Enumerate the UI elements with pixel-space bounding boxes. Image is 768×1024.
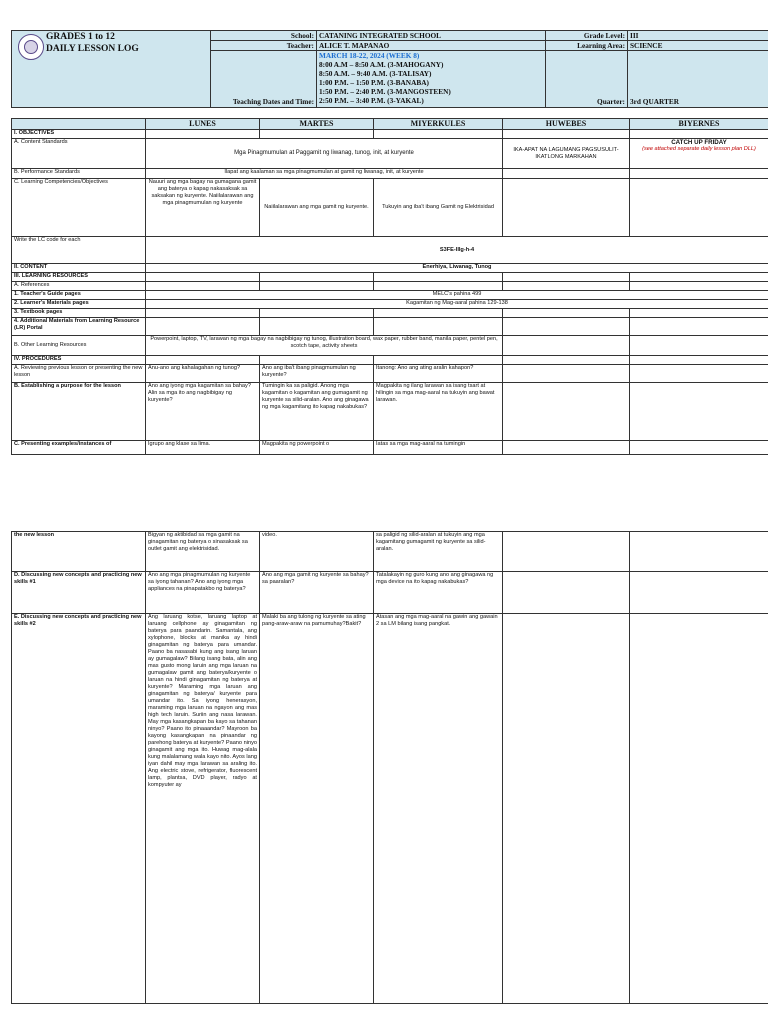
discussing-2-label: E. Discussing new concepts and practicing new skills #2: [12, 614, 146, 1004]
day-header-lunes: LUNES: [146, 119, 260, 130]
performance-standards-text: Ilapat ang kaalaman sa mga pinagmumulan at gamit ng liwanag, init, at kuryente: [146, 169, 503, 179]
school-value: CATANING INTEGRATED SCHOOL: [317, 31, 546, 41]
reviewing-martes: Ano ang iba't ibang pinagmumulan ng kuryente?: [260, 365, 374, 383]
dll-header: [11, 30, 768, 108]
tg-pages-value: MELC's pahina 499: [146, 291, 768, 300]
content-value: Enerhiya, Liwanag, Tunog: [146, 264, 768, 273]
discussing-1-lunes: Ano ang mga pinagmumulan ng kuryente sa iyong tahanan? Ano ang iyong mga appliances na pinapatakbo ng baterya?: [146, 572, 260, 614]
deped-seal-icon: [18, 34, 44, 60]
catch-up-note: (see attached separate daily lesson plan DLL): [642, 146, 756, 152]
content-standards-text: Mga Pinagmumulan at Paggamit ng liwanag, tunog, init, at kuryente: [146, 139, 503, 169]
discussing-2-miyerkules: Atasan ang mga mag-aaral na gawin ang gawain 2 sa LM bilang isang pangkat.: [374, 614, 503, 1004]
title-grades: GRADES 1 to 12: [46, 32, 115, 42]
lm-pages-label: 2. Learner's Materials pages: [12, 300, 146, 309]
tg-pages-label: 1. Teacher's Guide pages: [12, 291, 146, 300]
competency-lunes: Nauuri ang mga bagay na gumagana gamit ang baterya o kapag nakasaksak sa saksakan ng kuryente. Naiilalarawan ang mga pinagmumulan ng kuryente: [146, 179, 260, 237]
discussing-1-label: D. Discussing new concepts and practicing new skills #1: [12, 572, 146, 614]
day-header-miyerkules: MIYERKULES: [374, 119, 503, 130]
learning-resources-label: III. LEARNING RESOURCES: [12, 273, 146, 282]
day-header-blank: [12, 119, 146, 130]
biyernes-catchup: [630, 139, 768, 169]
competency-martes: Naiilalarawan ang mga gamit ng kuryente.: [260, 179, 374, 237]
dates-week: MARCH 18-22, 2024 (WEEK 8): [319, 51, 420, 60]
discussing-1-martes: Ano ang mga gamit ng kuryente sa bahay?sa paaralan?: [260, 572, 374, 614]
textbook-label: 3. Textbook pages: [12, 309, 146, 318]
objectives-label: I. OBJECTIVES: [12, 130, 146, 139]
grade-label: Grade Level:: [546, 31, 628, 41]
quarter-value: 3rd QUARTER: [628, 51, 768, 108]
presenting-miyerkules: Iatas sa mga mag-aaral na tumingin: [374, 441, 503, 455]
establishing-miyerkules: Magpakita ng ilang larawan sa isang tsart at hilingin sa mga mag-aaral na tukuyin ang bawat larawan.: [374, 383, 503, 441]
header-logo-cell: [12, 31, 211, 108]
teacher-label: Teacher:: [211, 41, 317, 51]
lm-pages-value: Kagamitan ng Mag-aaral pahina 129-138: [146, 300, 768, 309]
quarter-label: Quarter:: [546, 51, 628, 108]
references-label: A. References: [12, 282, 146, 291]
reviewing-label: A. Reviewing previous lesson or presenting the new lesson: [12, 365, 146, 383]
discussing-1-miyerkules: Tatalakayin ng guro kung ano ang ginagawa ng mga device na ito kapag nakabukas?: [374, 572, 503, 614]
other-resources-value: Powerpoint, laptop, TV, larawan ng mga bagay na nagbibigay ng tunog, illustration board, wax paper, rubber band, manila paper, pentel pen, scotch tape, activity sheets: [146, 336, 503, 356]
grade-value: III: [628, 31, 768, 41]
performance-standards-label: B. Performance Standards: [12, 169, 146, 179]
day-header-martes: MARTES: [260, 119, 374, 130]
new-lesson-miyerkules: sa paligid ng silid-aralan at tukuyin ang mga kagamitang gumagamit ng kuryente sa silid-aralan.: [374, 532, 503, 572]
school-label: School:: [211, 31, 317, 41]
dates-value: [317, 51, 546, 108]
reviewing-lunes: Anu-ano ang kahalagahan ng tunog?: [146, 365, 260, 383]
dates-label: Teaching Dates and Time:: [211, 51, 317, 108]
new-lesson-label: the new lesson: [12, 532, 146, 572]
time-slot: 8:00 A.M – 8:50 A.M. (3-MAHOGANY): [319, 60, 444, 69]
presenting-lunes: Igrupo ang klase sa lima.: [146, 441, 260, 455]
reviewing-miyerkules: Itanong: Ano ang ating aralin kahapon?: [374, 365, 503, 383]
teacher-value: ALICE T. MAPANAO: [317, 41, 546, 51]
area-value: SCIENCE: [628, 41, 768, 51]
catch-up-friday: CATCH UP FRIDAY: [671, 139, 727, 146]
day-header-biyernes: BIYERNES: [630, 119, 768, 130]
time-slot: 1:50 P.M. – 2:40 P.M. (3-MANGOSTEEN): [319, 87, 451, 96]
new-lesson-lunes: Bigyan ng aktibidad sa mga gamit na ginagamitan ng baterya o sinasaksak sa outlet gamit ang elektrisidad.: [146, 532, 260, 572]
content-label: II. CONTENT: [12, 264, 146, 273]
lc-code-label: Write the LC code for each: [12, 237, 146, 264]
competencies-label: C. Learning Competencies/Objectives: [12, 179, 146, 237]
huwebes-test-note: IKA-APAT NA LAGUMANG PAGSUSULIT-IKATLONG MARKAHAN: [503, 139, 630, 169]
presenting-martes: Magpakita ng powerpoint o: [260, 441, 374, 455]
additional-materials-label: 4. Additional Materials from Learning Resource (LR) Portal: [12, 318, 146, 336]
lesson-log-table-continued: [11, 531, 768, 1004]
other-resources-label: B. Other Learning Resources: [12, 336, 146, 356]
establishing-label: B. Establishing a purpose for the lesson: [12, 383, 146, 441]
time-slot: 8:50 A.M. – 9:40 A.M. (3-TALISAY): [319, 69, 432, 78]
time-slot: 1:00 P.M. – 1:50 P.M. (3-BANABA): [319, 78, 429, 87]
presenting-label: C. Presenting examples/instances of: [12, 441, 146, 455]
content-standards-label: A. Content Standards: [12, 139, 146, 169]
area-label: Learning Area:: [546, 41, 628, 51]
competency-miyerkules: Tukuyin ang iba't ibang Gamit ng Elektrisidad: [374, 179, 503, 237]
establishing-lunes: Ano ang iyong mga kagamitan sa bahay? Alin sa mga ito ang nagbibigay ng kuryente?: [146, 383, 260, 441]
title-dll: DAILY LESSON LOG: [46, 44, 139, 54]
lesson-log-table: [11, 118, 768, 455]
new-lesson-martes: video.: [260, 532, 374, 572]
procedures-label: IV. PROCEDURES: [12, 356, 146, 365]
discussing-2-lunes: Ang laruang kotse, laruang laptop at laruang cellphone ay ginagamitan ng baterya para paandarin. Samantala, ang xylophone, blocks at manika ay hindi ginagamitan ng baterya para umandar. Paano ba nasasabi kung ang isang laruan ay gumagalaw? Bilang isang bata, alin ang mas gusto mong laruin ang mga laruan na gumagalaw gamit ang baterya/kuryente o laruan na hindi ginagamitan ng baterya at kuryente? Maraming mga laruan ang ginagamitan ng baterya/ kuryente para umandar ito. Sa iyong henerasyon, maraming mga laruan na ngayon ang mas high tech laruin. Suriin ang nasa larawan. May mga kasangkapan ba kayo sa tahanan ninyo? Paano ito pinaaandar? Mayroon ba kayong kasangkapan na pinaandar ng parehong baterya at kuryente? Paano ninyo ginagamit ang mga ito. Huwag mag-alala kung malalamang wala kayo nito. Ayos lang iyan dahil may mga larawan sa araling ito. Ang electric stove, refrigerator, fluorescent lamp, plantsa, DVD player, radyo at kompyuter ay: [146, 614, 260, 1004]
establishing-martes: Tumingin ka sa paligid. Anong mga kagamitan o kagamitan ang gumagamit ng kuryente sa silid-aralan. Ano ang ginagawa ng mga kagamitang ito kapag nakabukas?: [260, 383, 374, 441]
discussing-2-martes: Malaki ba ang tulong ng kuryente sa ating pang-araw-araw na pamumuhay?Bakit?: [260, 614, 374, 1004]
day-header-huwebes: HUWEBES: [503, 119, 630, 130]
time-slot: 2:50 P.M. – 3:40 P.M. (3-YAKAL): [319, 96, 424, 105]
lc-code-value: S3FE-IIIg-h-4: [146, 237, 768, 264]
